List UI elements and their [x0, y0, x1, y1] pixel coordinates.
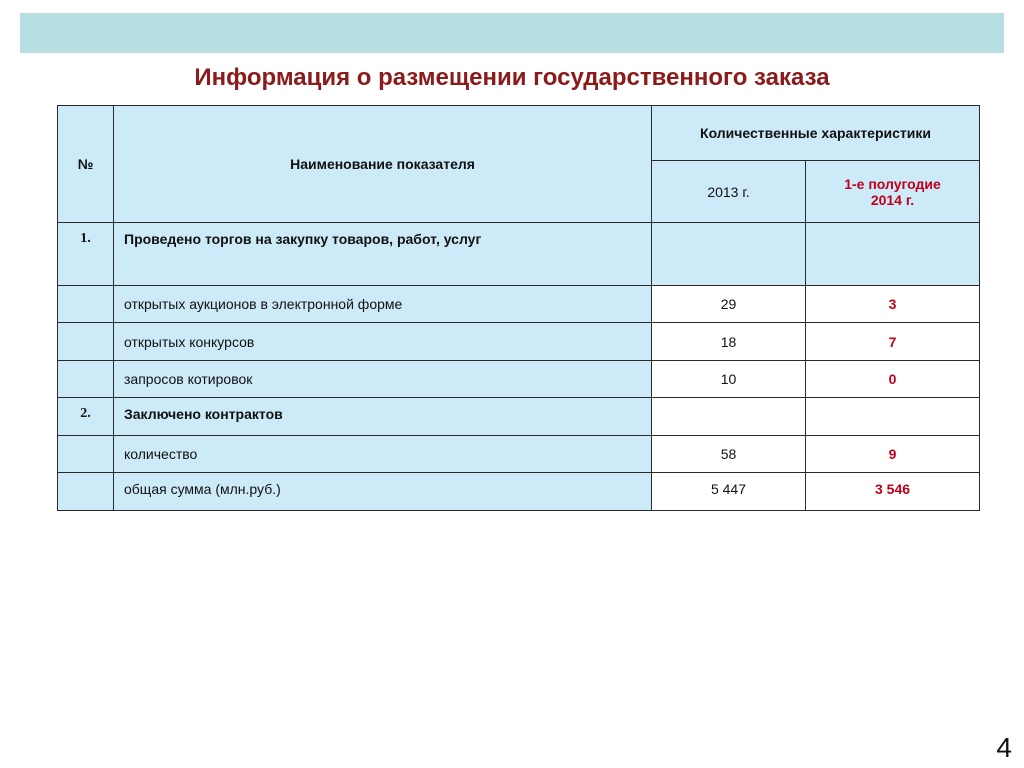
page-number: 4 [996, 732, 1012, 763]
row-name: открытых конкурсов [114, 323, 652, 361]
header-name: Наименование показателя [114, 106, 652, 223]
row-value-2013: 18 [652, 323, 806, 361]
header-2014-line1: 1-е полугодие [844, 175, 941, 192]
row-num: 1. [58, 223, 114, 286]
row-value-2014: 9 [806, 436, 980, 473]
row-value-2013: 10 [652, 361, 806, 398]
header-group: Количественные характеристики [652, 106, 980, 161]
row-num [58, 286, 114, 323]
row-name: общая сумма (млн.руб.) [114, 473, 652, 511]
table-row [58, 286, 980, 323]
row-num: 2. [58, 398, 114, 436]
header-2014-line2: 2014 г. [870, 191, 915, 208]
row-num [58, 323, 114, 361]
table-row [58, 436, 980, 473]
row-num [58, 473, 114, 511]
row-value-2014: 3 [806, 286, 980, 323]
row-value-2013: 5 447 [652, 473, 806, 511]
row-value-2014: 3 546 [806, 473, 980, 511]
header-2013: 2013 г. [652, 161, 806, 223]
row-value-2014: 0 [806, 361, 980, 398]
row-value-2014 [806, 398, 980, 436]
table-row [58, 223, 980, 286]
row-name: запросов котировок [114, 361, 652, 398]
row-value-2014 [806, 223, 980, 286]
table-row [58, 398, 980, 436]
row-name: открытых аукционов в электронной форме [114, 286, 652, 323]
header-2014 [806, 161, 980, 223]
row-name: Заключено контрактов [114, 398, 652, 436]
row-value-2013: 29 [652, 286, 806, 323]
table-row [58, 323, 980, 361]
row-num [58, 436, 114, 473]
table-row [58, 361, 980, 398]
row-name: Проведено торгов на закупку товаров, работ, услуг [114, 223, 652, 286]
row-value-2013 [652, 223, 806, 286]
page-title: Информация о размещении государственного заказа [194, 64, 830, 91]
procurement-table [57, 105, 980, 511]
row-value-2013: 58 [652, 436, 806, 473]
row-name: количество [114, 436, 652, 473]
table-row [58, 473, 980, 511]
table-header-row [58, 106, 980, 161]
top-banner [20, 13, 1004, 53]
row-value-2014: 7 [806, 323, 980, 361]
header-num: № [58, 106, 114, 223]
row-num [58, 361, 114, 398]
row-value-2013 [652, 398, 806, 436]
